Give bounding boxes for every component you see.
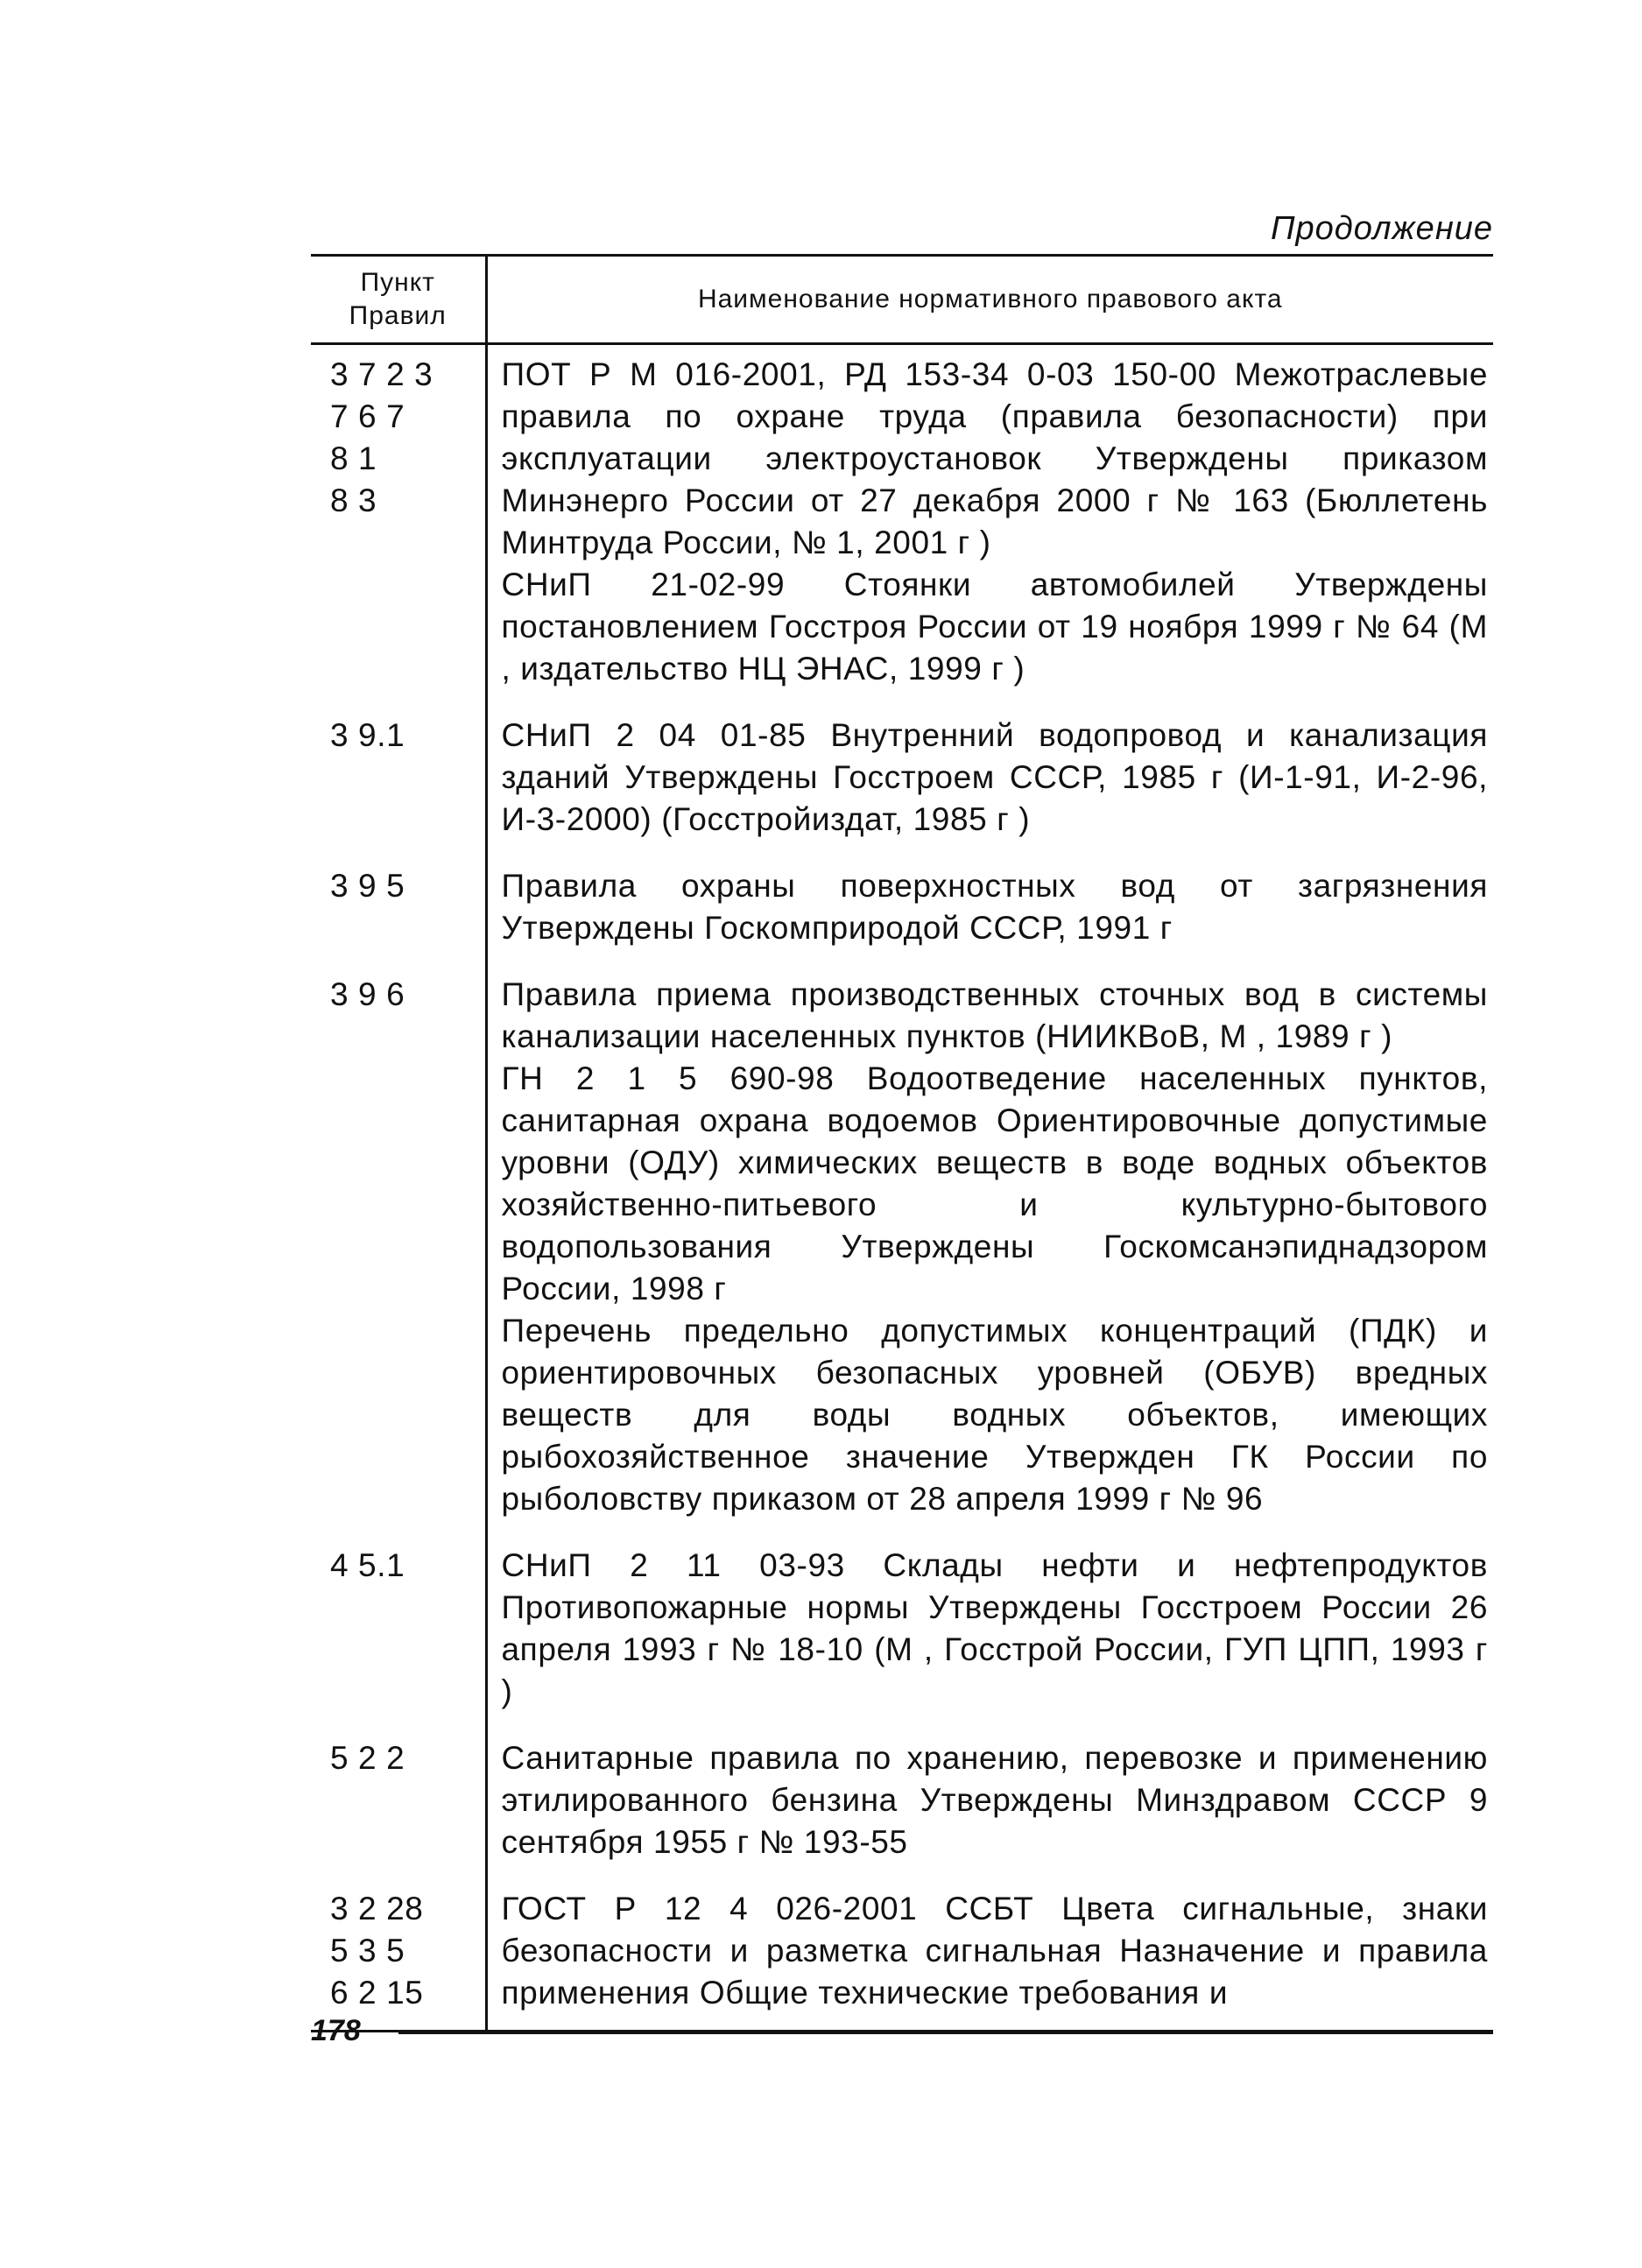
- rule-point: 8 1: [330, 440, 377, 476]
- act-name: ПОТ Р М 016-2001, РД 153-34 0-03 150-00 Межотраслевые правила по охране труда (правила безопасности) при эксплуатации электроустановок Утверждены приказом Минэнерго России от 27 декабря 2000 г № 163 (Бюллетень Минтруда России, № 1, 2001 г ): [501, 356, 1488, 560]
- act-name: ГОСТ Р 12 4 026-2001 ССБТ Цвета сигнальные, знаки безопасности и разметка сигнальная Назначение и правила применения Общие технические требования и: [501, 1891, 1488, 2011]
- regulations-table: [311, 254, 1493, 2032]
- footer-rule: [398, 2032, 1493, 2034]
- rule-points-cell: [311, 344, 486, 707]
- rule-points-cell: [311, 1536, 486, 1729]
- table-row: [311, 1879, 1493, 2032]
- act-names-cell: [486, 1879, 1493, 2032]
- rule-points-cell: [311, 1879, 486, 2032]
- page-number: 178: [311, 2014, 361, 2047]
- rule-point: 3 9 5: [330, 868, 405, 904]
- act-name: Правила охраны поверхностных вод от загрязнения Утверждены Госкомприродой СССР, 1991 г: [501, 868, 1488, 946]
- act-names-cell: [486, 965, 1493, 1536]
- table-row: [311, 706, 1493, 856]
- table-row: [311, 344, 1493, 707]
- act-name: Перечень предельно допустимых концентраций (ПДК) и ориентировочных безопасных уровней (ОБУВ) вредных веществ для воды водных объектов, имеющих рыбохозяйственное значение Утвержден ГК России по рыболовству приказом от 28 апреля 1999 г № 96: [501, 1313, 1488, 1517]
- act-names-cell: [486, 706, 1493, 856]
- act-names-cell: [486, 856, 1493, 965]
- act-names-cell: [486, 1536, 1493, 1729]
- table-row: [311, 965, 1493, 1536]
- act-names-cell: [486, 1729, 1493, 1879]
- act-name: СНиП 2 11 03-93 Склады нефти и нефтепродуктов Противопожарные нормы Утверждены Госстроем России 26 апреля 1993 г № 18-10 (М , Госстрой России, ГУП ЦПП, 1993 г ): [501, 1547, 1488, 1709]
- table-row: [311, 856, 1493, 965]
- act-name: СНиП 2 04 01-85 Внутренний водопровод и канализация зданий Утверждены Госстроем СССР, 1985 г (И-1-91, И-2-96, И-3-2000) (Госстройиздат, 1985 г ): [501, 717, 1488, 837]
- rule-point: 3 9 6: [330, 976, 405, 1012]
- header-point: Пункт Правил: [311, 256, 486, 344]
- act-names-cell: [486, 344, 1493, 707]
- table-row: [311, 1536, 1493, 1729]
- rule-points-cell: [311, 965, 486, 1536]
- act-name: Санитарные правила по хранению, перевозке и применению этилированного бензина Утверждены Минздравом СССР 9 сентября 1955 г № 193-55: [501, 1740, 1488, 1860]
- continuation-label: Продолжение: [1271, 210, 1493, 247]
- header-act-name: Наименование нормативного правового акта: [486, 256, 1493, 344]
- rule-point: 4 5.1: [330, 1547, 405, 1583]
- rule-point: 3 7 2 3: [330, 356, 433, 392]
- table-header-row: [311, 256, 1493, 344]
- table-row: [311, 1729, 1493, 1879]
- table-body: [311, 344, 1493, 2032]
- rule-points-cell: [311, 856, 486, 965]
- page-footer: [311, 2014, 1493, 2049]
- act-name: ГН 2 1 5 690-98 Водоотведение населенных пунктов, санитарная охрана водоемов Ориентировочные допустимые уровни (ОДУ) химических веществ в воде водных объектов хозяйственно-питьевого и культурно-бытового водопользования Утверждены Госкомсанэпиднадзором России, 1998 г: [501, 1060, 1488, 1307]
- rule-points-cell: [311, 1729, 486, 1879]
- rule-point: 3 2 28: [330, 1891, 424, 1926]
- rule-point: 7 6 7: [330, 398, 405, 434]
- rule-point: 3 9.1: [330, 717, 405, 753]
- rule-point: 6 2 15: [330, 1975, 424, 2011]
- rule-point: 5 3 5: [330, 1933, 405, 1969]
- rule-point: 5 2 2: [330, 1740, 405, 1776]
- rule-point: 8 3: [330, 482, 377, 518]
- rule-points-cell: [311, 706, 486, 856]
- act-name: СНиП 21-02-99 Стоянки автомобилей Утверждены постановлением Госстроя России от 19 ноября 1999 г № 64 (М , издательство НЦ ЭНАС, 1999 г ): [501, 567, 1488, 687]
- act-name: Правила приема производственных сточных вод в системы канализации населенных пунктов (НИИКВоВ, М , 1989 г ): [501, 976, 1488, 1054]
